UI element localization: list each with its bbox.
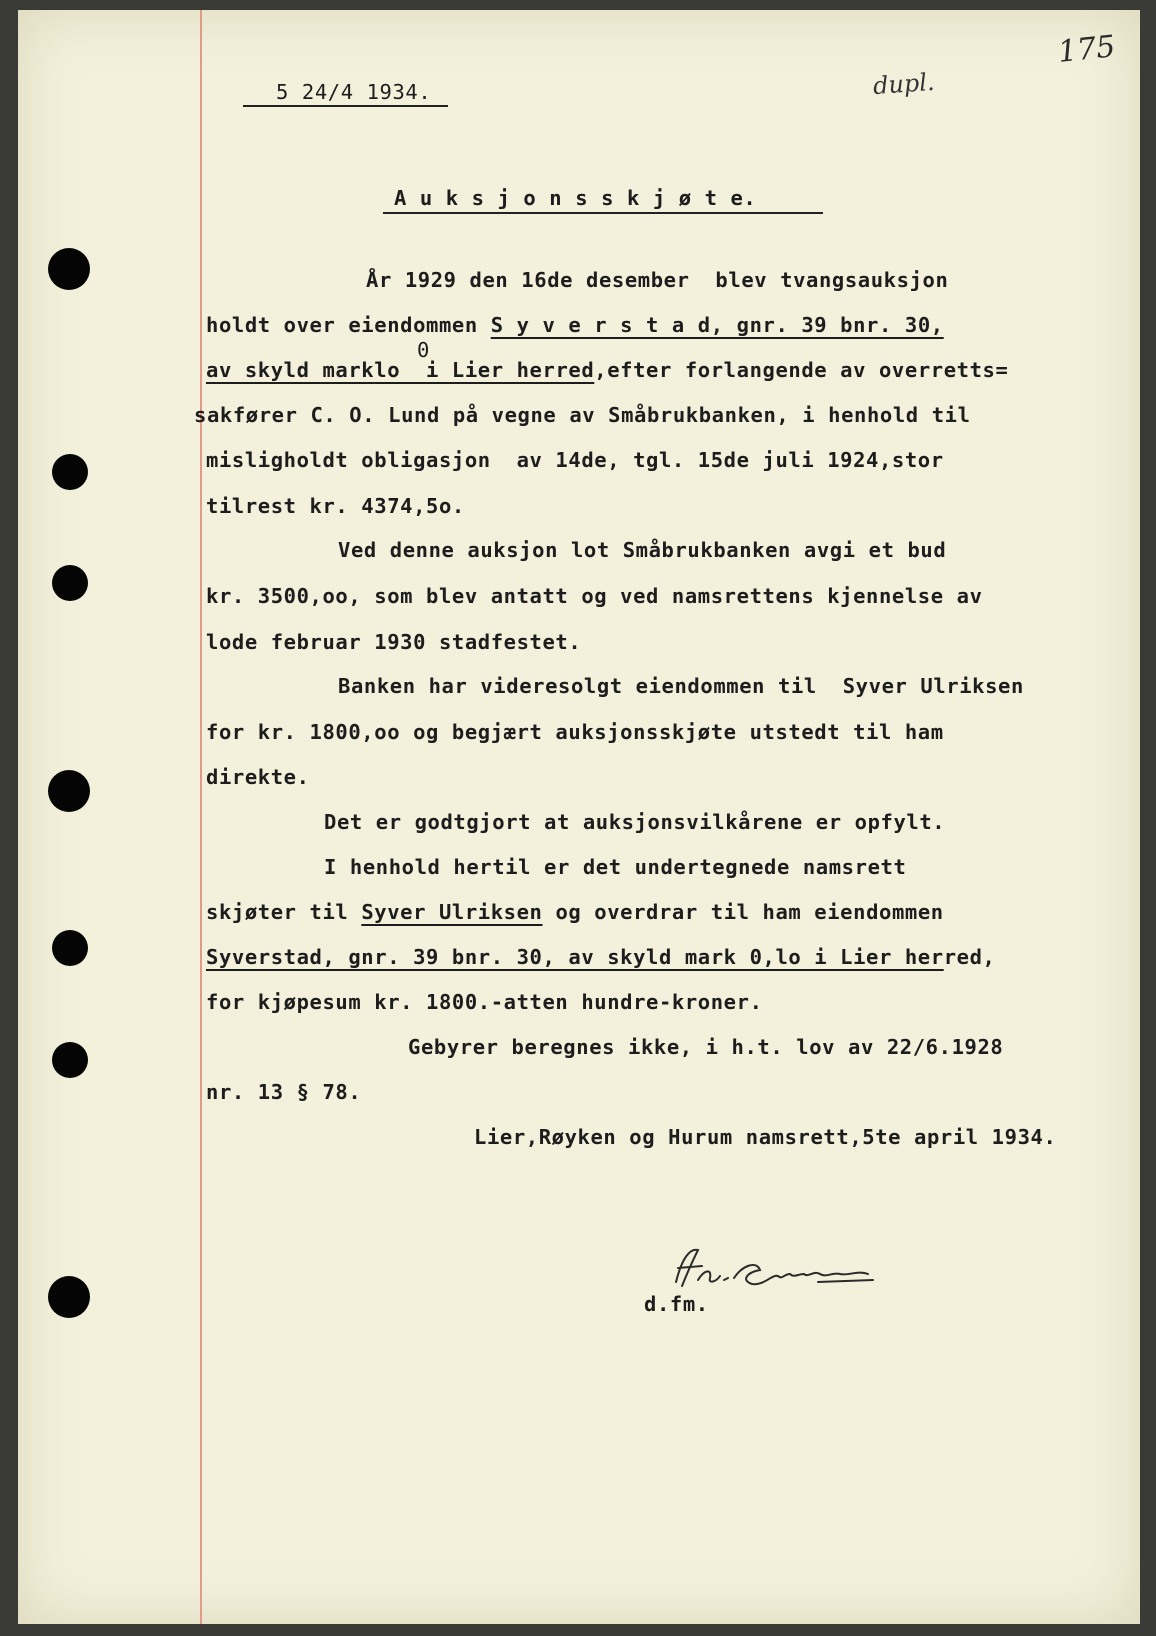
body-line: I henhold hertil er det undertegnede namsrett [324,855,907,879]
body-text: og overdrar til ham eiendommen [542,900,944,924]
property-reference: S y v e r s t a d, gnr. 39 bnr. 30, [490,313,944,337]
body-line: Det er godtgjort at auksjonsvilkårene er opfylt. [324,810,946,834]
page-number: 175 [1056,29,1117,70]
body-line: nr. 13 § 78. [206,1080,362,1104]
signature-title: d.fm. [644,1292,709,1316]
body-text: red, [943,945,996,969]
body-text: skjøter til [206,900,362,924]
body-line: Banken har videresolgt eiendommen til Syver Ulriksen [338,674,1024,698]
binder-hole [52,565,88,601]
record-date: 5 24/4 1934. [276,80,432,104]
body-line [206,358,1008,382]
margin-line [200,10,202,1624]
signature [668,1240,878,1300]
superscript: 0 [417,338,430,362]
body-line [206,313,944,337]
property-reference: Syverstad, gnr. 39 bnr. 30, av skyld mark 0,lo i Lier her [206,945,944,969]
body-line: for kjøpesum kr. 1800.-atten hundre-kroner. [206,990,763,1014]
body-line: direkte. [206,765,310,789]
body-line: sakfører C. O. Lund på vegne av Småbrukbanken, i henhold til [194,403,971,427]
body-line: misligholdt obligasjon av 14de, tgl. 15de juli 1924,stor [206,448,944,472]
body-text: holdt over eiendommen [206,313,491,337]
body-line: Ved denne auksjon lot Småbrukbanken avgi et bud [338,538,947,562]
binder-hole [48,248,90,290]
body-line: for kr. 1800,oo og begjært auksjonsskjøte utstedt til ham [206,720,944,744]
body-line: kr. 3500,oo, som blev antatt og ved namsrettens kjennelse av [206,584,983,608]
property-reference: lo i Lier herred [374,358,595,382]
buyer-name: Syver Ulriksen [361,900,543,924]
document-title: A u k s j o n s s k j ø t e. [394,186,757,210]
body-text: ,efter forlangende av overretts= [594,358,1009,382]
body-line: tilrest kr. 4374,5o. [206,494,465,518]
copy-mark: dupl. [872,67,936,101]
date-underline [243,105,448,107]
body-line: Gebyrer beregnes ikke, i h.t. lov av 22/6.1928 [408,1035,1004,1059]
body-line [206,945,995,969]
body-line: År 1929 den 16de desember blev tvangsauksjon [366,268,949,292]
title-underline [383,212,823,214]
property-reference: av skyld mark [206,358,375,382]
place-and-date: Lier,Røyken og Hurum namsrett,5te april 1934. [474,1125,1057,1149]
binder-hole [48,770,90,812]
body-line: lode februar 1930 stadfestet. [206,630,582,654]
binder-hole [48,1276,90,1318]
binder-hole [52,1042,88,1078]
document-page [18,10,1140,1624]
binder-hole [52,454,88,490]
body-line [206,900,944,924]
binder-hole [52,930,88,966]
